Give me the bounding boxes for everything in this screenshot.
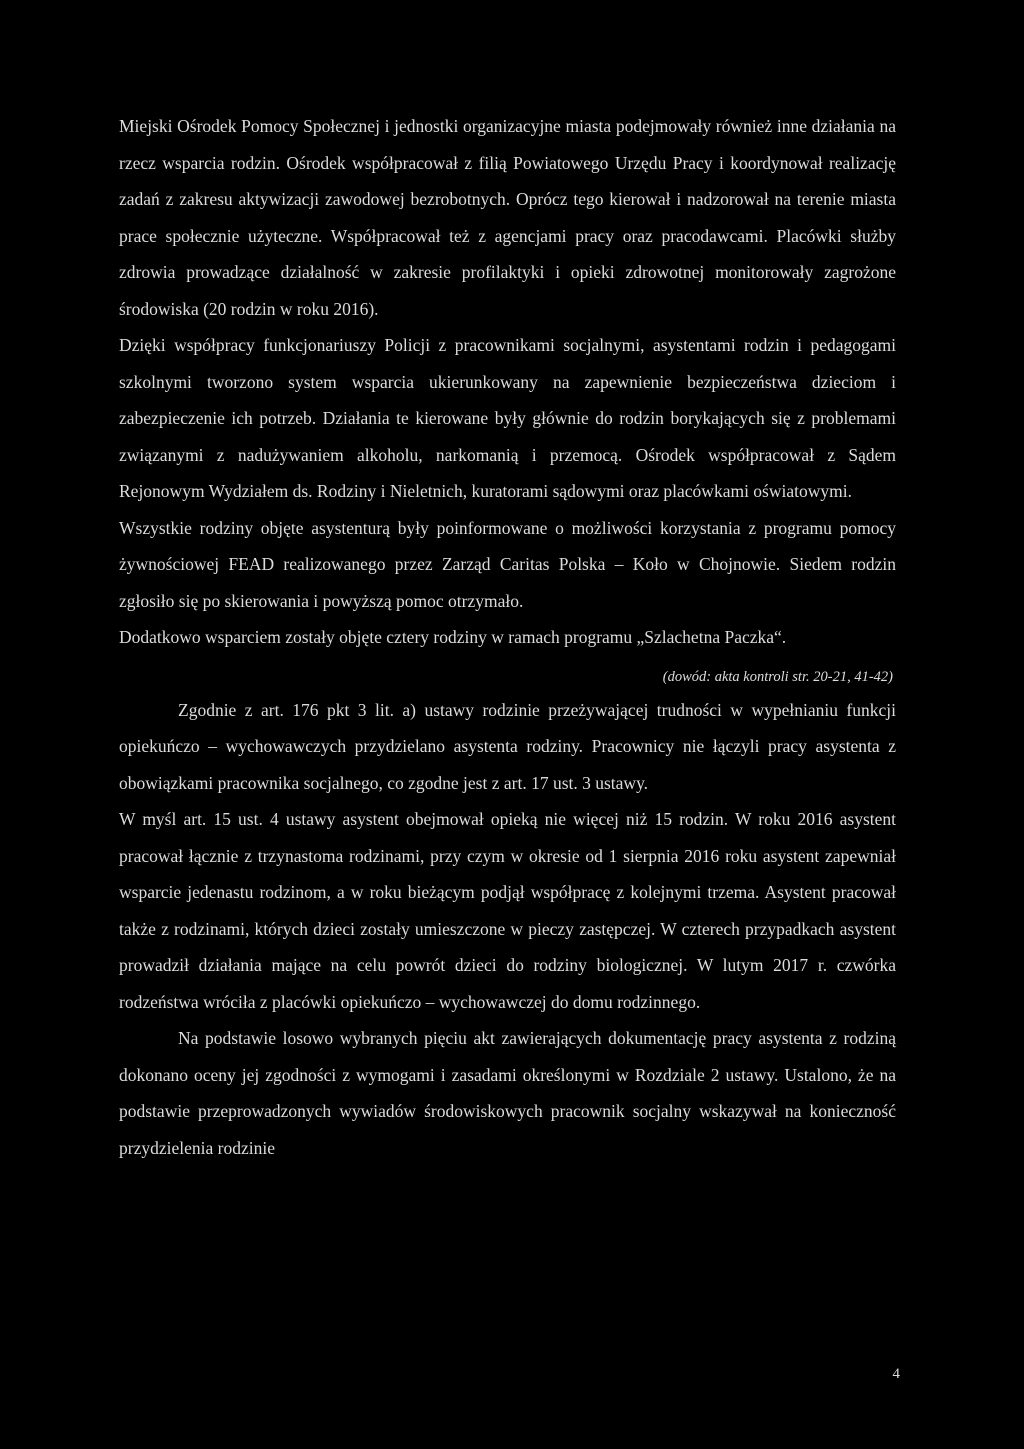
page-number: 4 xyxy=(892,1366,900,1382)
paragraph-assistant-caseload: W myśl art. 15 ust. 4 ustawy asystent obejmował opieką nie więcej niż 15 rodzin. W roku 2016 asystent pracował łącznie z trzynastoma rodzinami, przy czym w okresie od 1 sierpnia 2016 roku asystent zapewniał wsparcie jedenastu rodzinom, a w roku bieżącym podjął współpracę z kolejnymi trzema. Asystent pracował także z rodzinami, których dzieci zostały umieszczone w pieczy zastępczej. W czterech przypadkach asystent prowadził działania mające na celu powrót dzieci do rodziny biologicznej. W lutym 2017 r. czwórka rodzeństwa wróciła z placówki opiekuńczo – wychowawczej do domu rodzinnego. xyxy=(119,809,896,1012)
paragraph-file-review: Na podstawie losowo wybranych pięciu akt zawierających dokumentację pracy asystenta z rodziną dokonano oceny jej zgodności z wymogami i zasadami określonymi w Rozdziale 2 ustawy. Ustalono, że na podstawie przeprowadzonych wywiadów środowiskowych pracownik socjalny wskazywał na konieczność przydzielenia rodzinie xyxy=(119,1028,896,1158)
paragraph-szlachetna-paczka: Dodatkowo wsparciem zostały objęte cztery rodziny w ramach programu „Szlachetna Paczka“. xyxy=(119,627,787,647)
paragraph-cooperation: Miejski Ośrodek Pomocy Społecznej i jednostki organizacyjne miasta podejmowały również inne działania na rzecz wsparcia rodzin. Ośrodek współpracował z filią Powiatowego Urzędu Pracy i koordynował realizację zadań z zakresu aktywizacji zawodowej bezrobotnych. Oprócz tego kierował i nadzorował na terenie miasta prace społecznie użyteczne. Współpracował też z agencjami pracy oraz pracodawcami. Placówki służby zdrowia prowadzące działalność w zakresie profilaktyki i opieki zdrowotnej monitorowały zagrożone środowiska (20 rodzin w roku 2016). xyxy=(119,116,896,319)
paragraph-police-cooperation: Dzięki współpracy funkcjonariuszy Policji z pracownikami socjalnymi, asystentami rodzin i pedagogami szkolnymi tworzono system wsparcia ukierunkowany na zapewnienie bezpieczeństwa dzieciom i zabezpieczenie ich potrzeb. Działania te kierowane były głównie do rodzin borykających się z problemami związanymi z nadużywaniem alkoholu, narkomanią i przemocą. Ośrodek współpracował z Sądem Rejonowym Wydziałem ds. Rodziny i Nieletnich, kuratorami sądowymi oraz placówkami oświatowymi. xyxy=(119,335,896,501)
evidence-note: (dowód: akta kontroli str. 20-21, 41-42) xyxy=(662,668,893,685)
document-body xyxy=(119,108,896,1166)
paragraph-food-aid: Wszystkie rodziny objęte asystenturą były poinformowane o możliwości korzystania z programu pomocy żywnościowej FEAD realizowanego przez Zarząd Caritas Polska – Koło w Chojnowie. Siedem rodzin zgłosiło się po skierowania i powyższą pomoc otrzymało. xyxy=(119,517,896,611)
paragraph-family-assistant: Zgodnie z art. 176 pkt 3 lit. a) ustawy rodzinie przeżywającej trudności w wypełnianiu funkcji opiekuńczo – wychowawczych przydzielano asystenta rodziny. Pracownicy nie łączyli pracy asystenta z obowiązkami pracownika socjalnego, co zgodne jest z art. 17 ust. 3 ustawy. xyxy=(119,699,896,793)
